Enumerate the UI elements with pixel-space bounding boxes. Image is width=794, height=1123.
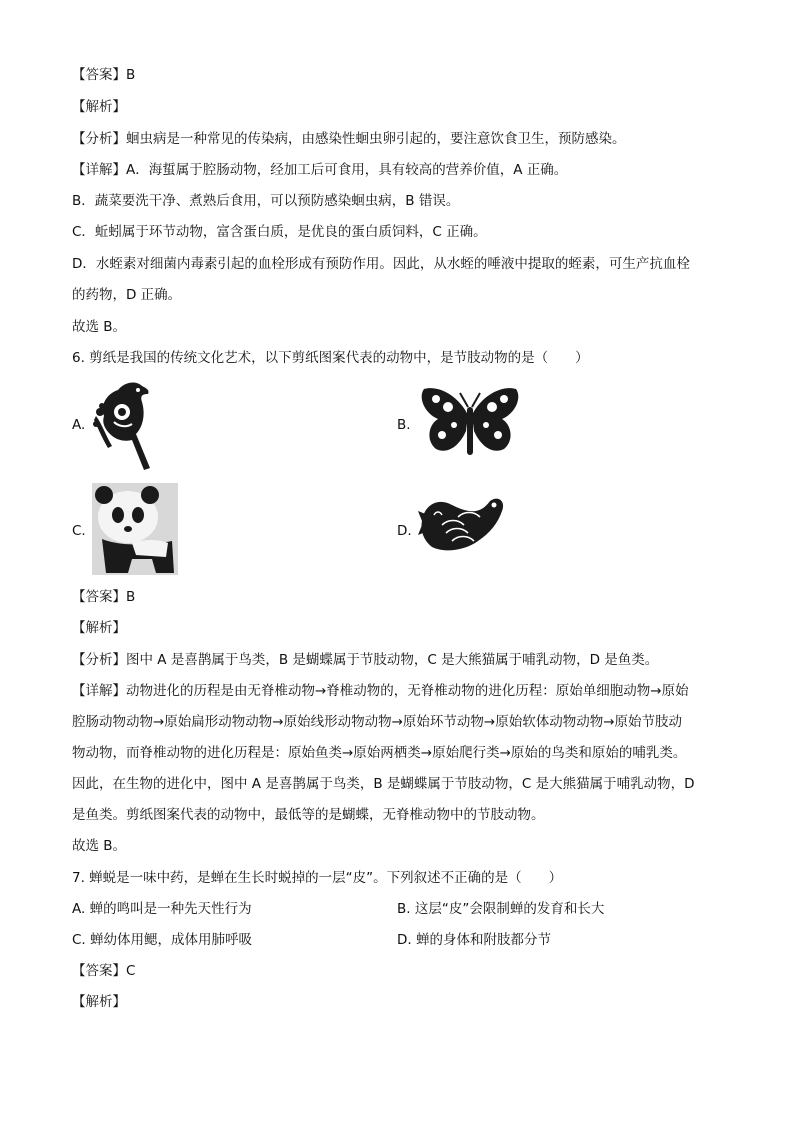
q5-jiexi-heading: 【解析】 <box>72 99 126 115</box>
q6-conclusion: 故选 B。 <box>72 838 127 854</box>
q5-detail-a: 【详解】A．海蜇属于腔肠动物，经加工后可食用，具有较高的营养价值，A 正确。 <box>72 162 568 178</box>
q6-detail-line5: 是鱼类。剪纸图案代表的动物中，最低等的是蝴蝶，无脊椎动物中的节肢动物。 <box>72 807 545 823</box>
q6-option-d-label: D. <box>397 523 412 539</box>
q5-detail-d-line1: D．水蛭素对细菌内毒素引起的血栓形成有预防作用。因此，从水蛭的唾液中提取的蛭素，可生产抗血栓 <box>72 256 690 272</box>
q6-option-c-label: C. <box>72 523 86 539</box>
fish-papercut-icon <box>418 491 506 555</box>
q6-jiexi-heading: 【解析】 <box>72 620 126 636</box>
q6-detail-line1: 【详解】动物进化的历程是由无脊椎动物→脊椎动物的，无脊椎动物的进化历程：原始单细胞动物→原始 <box>72 683 689 699</box>
q6-answer: 【答案】B <box>72 589 136 605</box>
q5-detail-c: C．蚯蚓属于环节动物，富含蛋白质，是优良的蛋白质饲料，C 正确。 <box>72 224 487 240</box>
q5-analysis: 【分析】蛔虫病是一种常见的传染病，由感染性蛔虫卵引起的，要注意饮食卫生，预防感染。 <box>72 131 626 147</box>
butterfly-papercut-icon <box>418 385 522 463</box>
q7-answer: 【答案】C <box>72 963 136 979</box>
q7-jiexi-heading: 【解析】 <box>72 994 126 1010</box>
q5-answer: 【答案】B <box>72 67 136 83</box>
q7-option-d: D. 蝉的身体和附肢都分节 <box>397 932 551 948</box>
q7-option-b: B. 这层“皮”会限制蝉的发育和长大 <box>397 901 605 917</box>
q6-detail-line3: 物动物，而脊椎动物的进化历程是：原始鱼类→原始两栖类→原始爬行类→原始的鸟类和原始的哺乳类。 <box>72 745 687 761</box>
panda-papercut-icon <box>92 483 178 575</box>
q6-detail-line4: 因此，在生物的进化中，图中 A 是喜鹊属于鸟类，B 是蝴蝶属于节肢动物，C 是大熊猫属于哺乳动物，D <box>72 776 695 792</box>
q7-stem: 7. 蝉蜕是一味中药，是蝉在生长时蜕掉的一层“皮”。下列叙述不正确的是（ ） <box>72 870 563 886</box>
q7-option-a: A. 蝉的鸣叫是一种先天性行为 <box>72 901 252 917</box>
q6-stem: 6. 剪纸是我国的传统文化艺术，以下剪纸图案代表的动物中，是节肢动物的是（ ） <box>72 350 589 366</box>
q5-detail-b: B．蔬菜要洗干净、煮熟后食用，可以预防感染蛔虫病，B 错误。 <box>72 193 460 209</box>
magpie-papercut-icon <box>92 376 162 474</box>
q7-option-c: C. 蝉幼体用鳃，成体用肺呼吸 <box>72 932 253 948</box>
q6-option-a-label: A. <box>72 417 86 433</box>
q6-analysis: 【分析】图中 A 是喜鹊属于鸟类，B 是蝴蝶属于节肢动物，C 是大熊猫属于哺乳动物，D 是鱼类。 <box>72 652 659 668</box>
q6-detail-line2: 腔肠动物动物→原始扁形动物动物→原始线形动物动物→原始环节动物→原始软体动物动物→原始节肢动 <box>72 714 683 730</box>
q5-detail-d-line2: 的药物，D 正确。 <box>72 287 182 303</box>
q5-conclusion: 故选 B。 <box>72 319 127 335</box>
q6-option-b-label: B. <box>397 417 411 433</box>
